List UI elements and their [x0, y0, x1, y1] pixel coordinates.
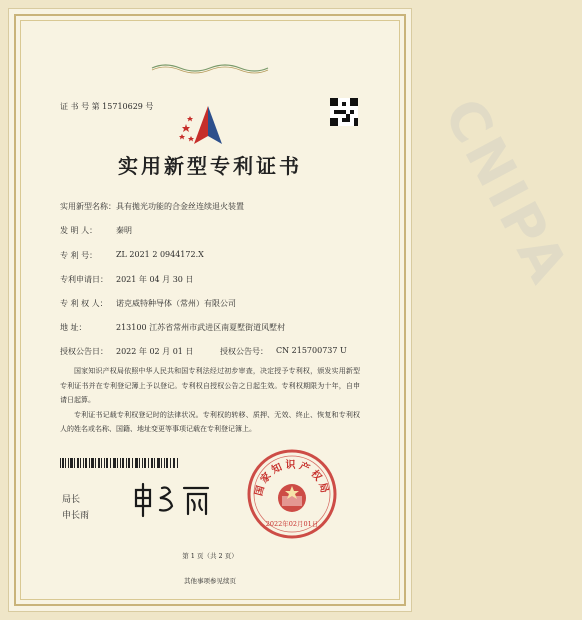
patentee-value: 诺克威特种导体（常州）有限公司	[116, 299, 236, 308]
inventor-value: 秦明	[116, 226, 132, 235]
official-seal	[246, 448, 338, 540]
certificate-number: 证 书 号 第 15710629 号	[60, 102, 154, 111]
filing-date-value: 2021 年 04 月 30 日	[116, 275, 194, 284]
patent-number-label: 专 利 号：	[60, 251, 98, 260]
handwritten-signature	[128, 480, 218, 520]
grant-date-value: 2022 年 02 月 01 日	[116, 347, 194, 356]
notes-block	[60, 364, 360, 437]
note-paragraph: 国家知识产权局依照中华人民共和国专利法经过初步审查，决定授予专利权，颁发实用新型专利证书并在专利登记簿上予以登记。专利权自授权公告之日起生效。专利权期限为十年，自申请日起算。	[60, 367, 360, 404]
grant-number-value: CN 215700737 U	[276, 346, 347, 355]
design-name-value: 具有拋光功能的合金丝连续退火装置	[116, 202, 244, 211]
address-value: 213100 江苏省常州市武进区南夏墅街道风墅村	[116, 323, 286, 332]
watermark-text: CNIPA	[431, 88, 582, 296]
cnipa-emblem-icon	[178, 104, 228, 148]
seal-date: 2022年02月01日	[265, 520, 319, 528]
filing-date-label: 专利申请日：	[60, 275, 108, 284]
director-title: 局长	[62, 494, 81, 504]
inventor-label: 发 明 人：	[60, 226, 98, 235]
patentee-label: 专 利 权 人：	[60, 299, 108, 308]
certificate-title: 实用新型专利证书	[118, 154, 302, 178]
seal-text: 国家知识产权局	[253, 460, 331, 498]
address-label: 地 址：	[60, 323, 87, 332]
qr-code-icon	[330, 98, 358, 126]
barcode-icon	[60, 458, 180, 468]
page-number: 第 1 页（共 2 页）	[182, 552, 238, 560]
director-name: 申长雨	[62, 510, 90, 520]
design-name-label: 实用新型名称：	[60, 202, 116, 211]
note-paragraph: 专利证书记载专利权登记时的法律状况。专利权的转移、质押、无效、终止、恢复和专利权人的姓名或名称、国籍、地址变更等事项记载在专利登记簿上。	[60, 410, 360, 433]
decorative-scroll	[150, 62, 270, 74]
patent-number-value: ZL 2021 2 0944172.X	[116, 250, 204, 259]
continuation-note: 其他事项参见续页	[184, 577, 236, 585]
grant-number-label: 授权公告号：	[220, 347, 268, 356]
grant-date-label: 授权公告日：	[60, 347, 108, 356]
